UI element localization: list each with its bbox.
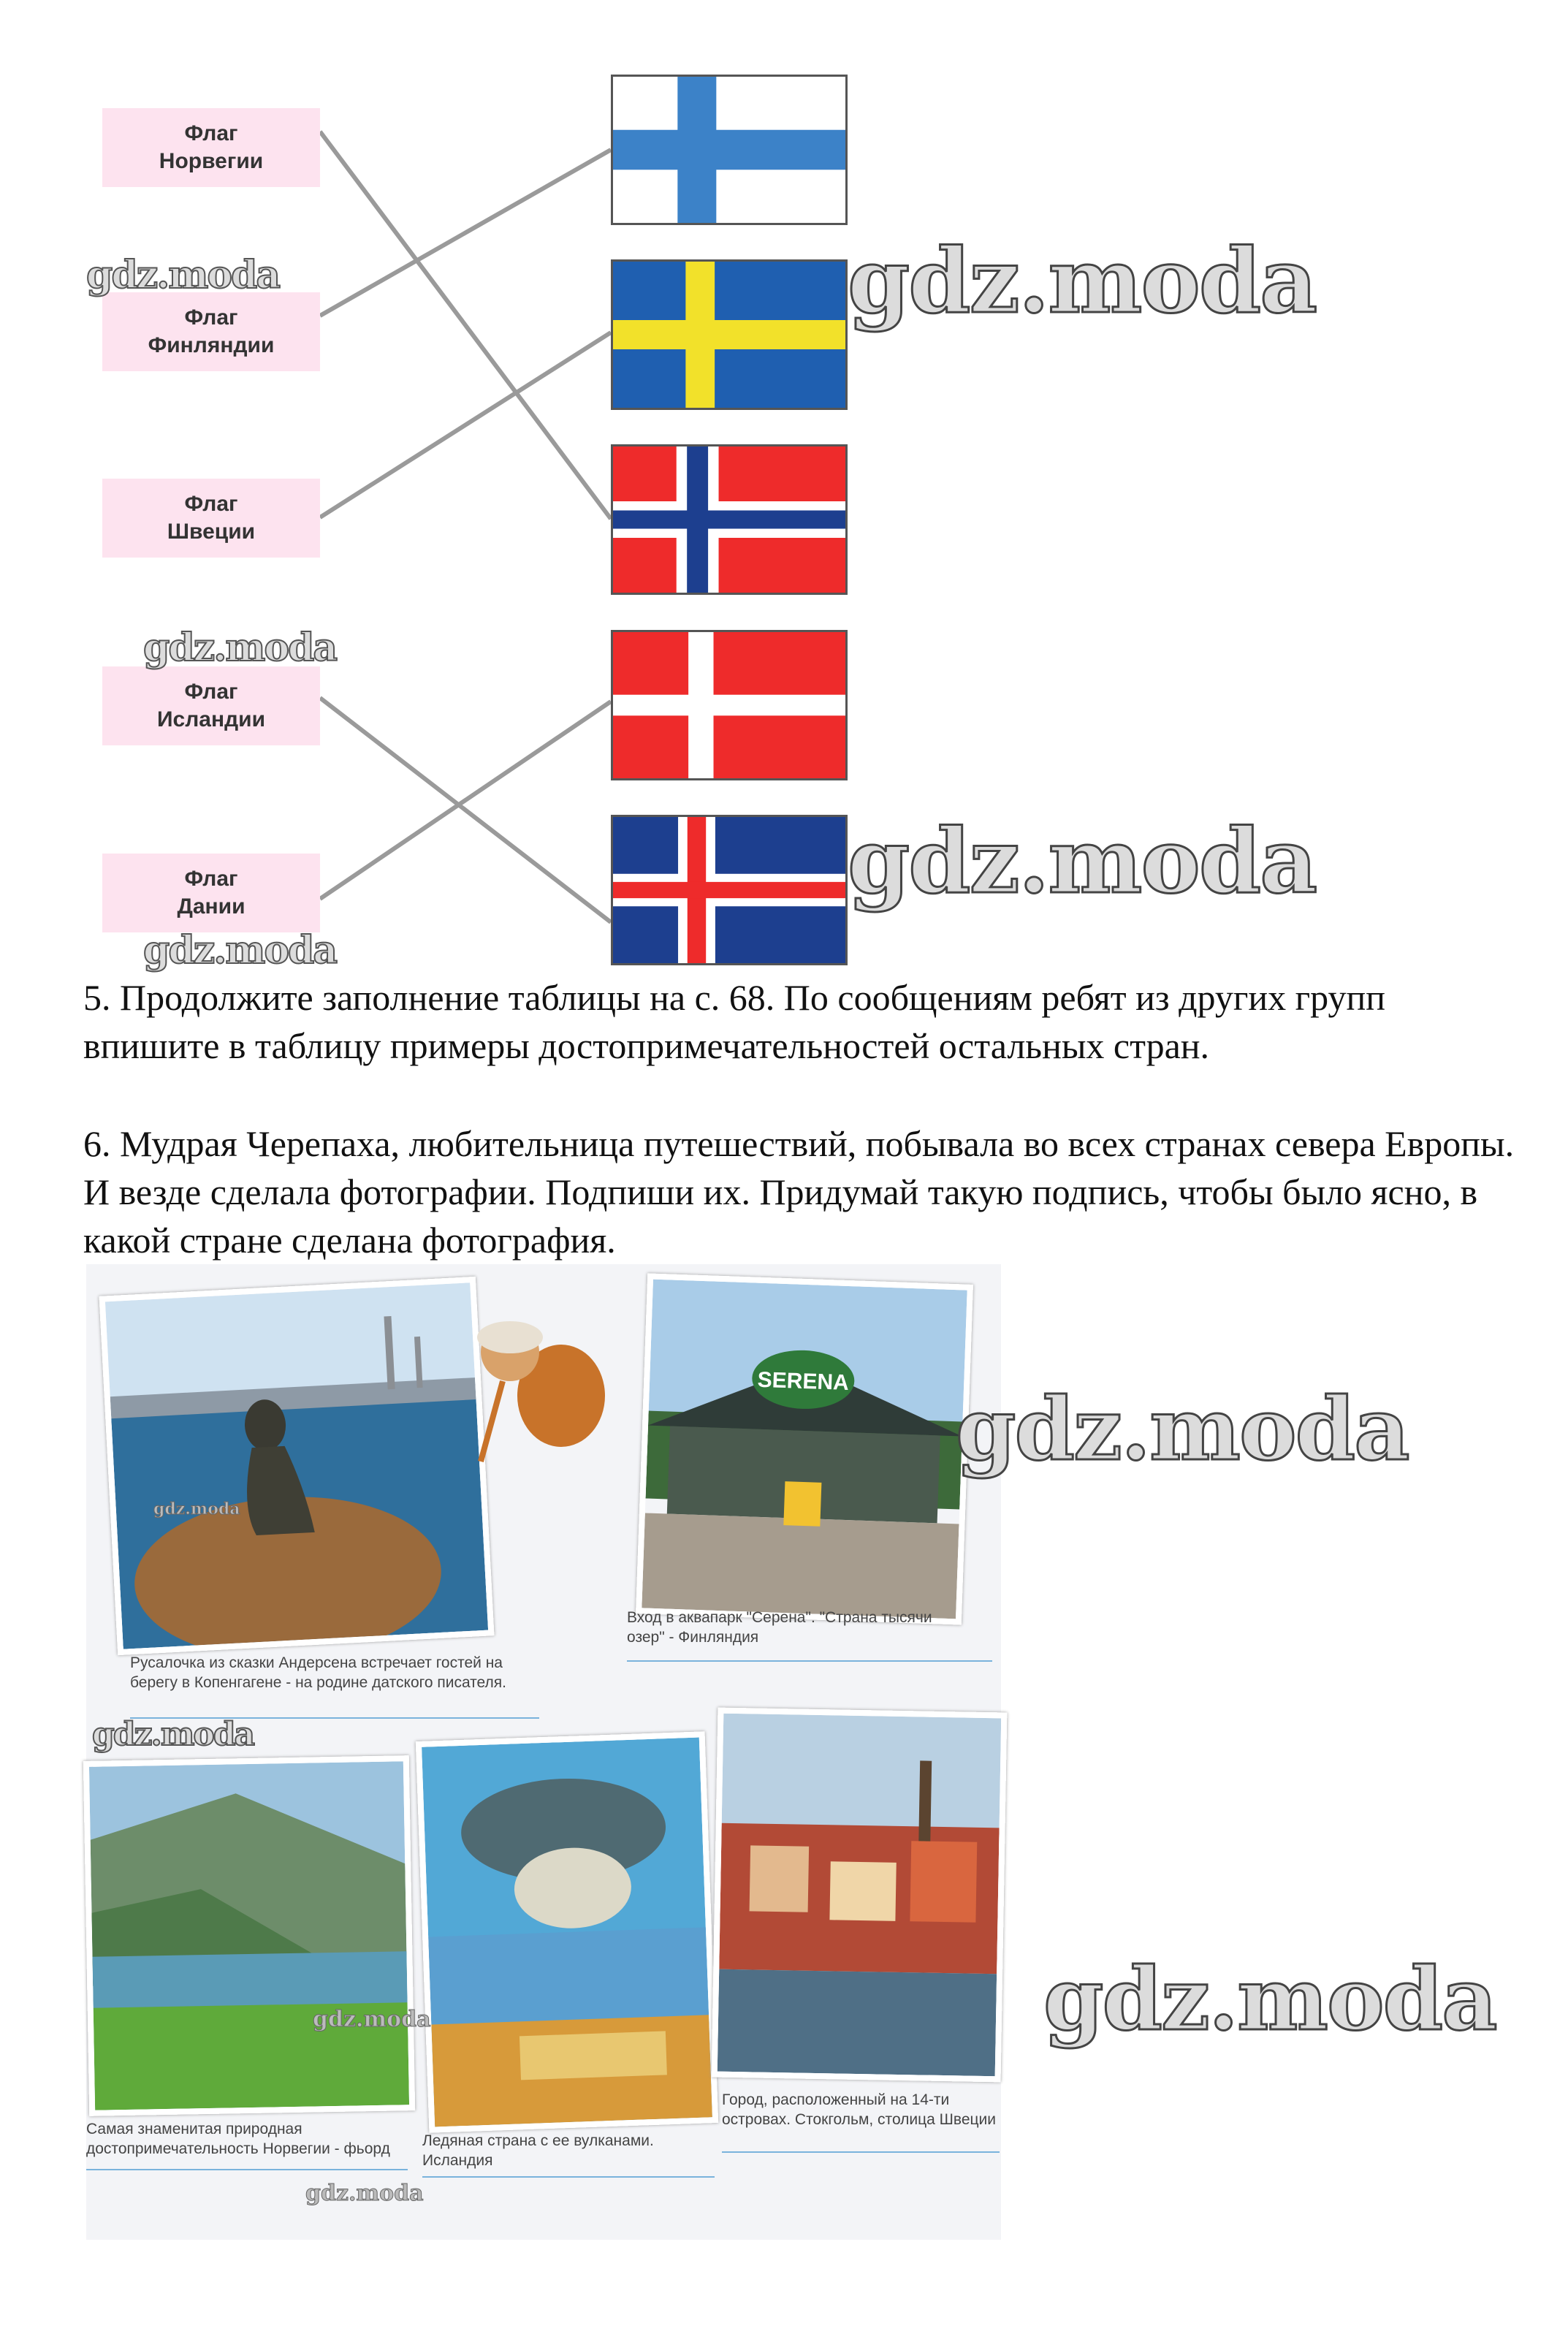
task-5-text: 5. Продолжите заполнение таблицы на с. 68. По сообщениям ребят из других групп впишите в таблицу примеры достопримечательностей остальных стран.: [83, 977, 1386, 1066]
caption-line: [722, 2151, 1000, 2153]
mermaid-photo: [99, 1277, 494, 1655]
caption-line: [627, 1660, 992, 1662]
label-iceland: Флаг Исландии: [102, 666, 320, 745]
line-norway: [320, 132, 611, 519]
watermark: gdz.moda: [848, 228, 1317, 333]
watermark: gdz.moda: [305, 2181, 424, 2206]
watermark: gdz.moda: [143, 626, 337, 670]
label-sweden: Флаг Швеции: [102, 479, 320, 558]
stockholm-photo: [712, 1708, 1008, 2083]
volcano-photo: [416, 1731, 718, 2132]
watermark: gdz.moda: [956, 1378, 1409, 1480]
watermark: gdz.moda: [1043, 1948, 1496, 2050]
watermark: gdz.moda: [143, 928, 337, 973]
denmark-flag: [611, 630, 848, 780]
watermark: gdz.moda: [92, 1716, 254, 1753]
stockholm-caption: Город, расположенный на 14-ти островах. Стокгольм, столица Швеции: [722, 2091, 997, 2128]
fjord-photo: [83, 1755, 415, 2116]
fjord-caption: Самая знаменитая природная достопримечательность Норвегии - фьорд: [86, 2121, 390, 2157]
norway-flag: [611, 444, 848, 595]
iceland-flag: [611, 815, 848, 965]
caption-line: [422, 2176, 715, 2178]
label-norway: Флаг Норвегии: [102, 108, 320, 187]
line-sweden: [320, 332, 611, 517]
line-finland: [320, 150, 611, 316]
watermark: gdz.moda: [153, 1500, 240, 1519]
serena-caption: Вход в аквапарк "Серена". "Страна тысячи озер" - Финляндия: [627, 1609, 932, 1646]
turtle-icon: [466, 1308, 612, 1476]
sweden-flag: [611, 259, 848, 410]
photo-collage: [86, 1264, 1496, 2240]
label-denmark: Флаг Дании: [102, 854, 320, 932]
volcano-caption: Ледяная страна с ее вулканами. Исландия: [422, 2132, 654, 2169]
watermark: gdz.moda: [86, 253, 280, 297]
serena-sign: SERENA: [757, 1367, 850, 1396]
watermark: gdz.moda: [313, 2007, 431, 2032]
mermaid-caption: Русалочка из сказки Андерсена встречает гостей на берегу в Копенгагене - на родине датского писателя.: [130, 1654, 506, 1691]
task-6-text: 6. Мудрая Черепаха, любительница путешествий, побывала во всех странах севера Европы. И везде сделала фотографии. Подпиши их. Придумай такую подпись, чтобы было ясно, в какой стране сделана фотография.: [83, 1123, 1515, 1261]
finland-flag: [611, 75, 848, 225]
serena-photo: [636, 1273, 973, 1624]
caption-line: [86, 2169, 408, 2170]
watermark: gdz.moda: [848, 808, 1317, 913]
label-finland: Флаг Финляндии: [102, 292, 320, 371]
